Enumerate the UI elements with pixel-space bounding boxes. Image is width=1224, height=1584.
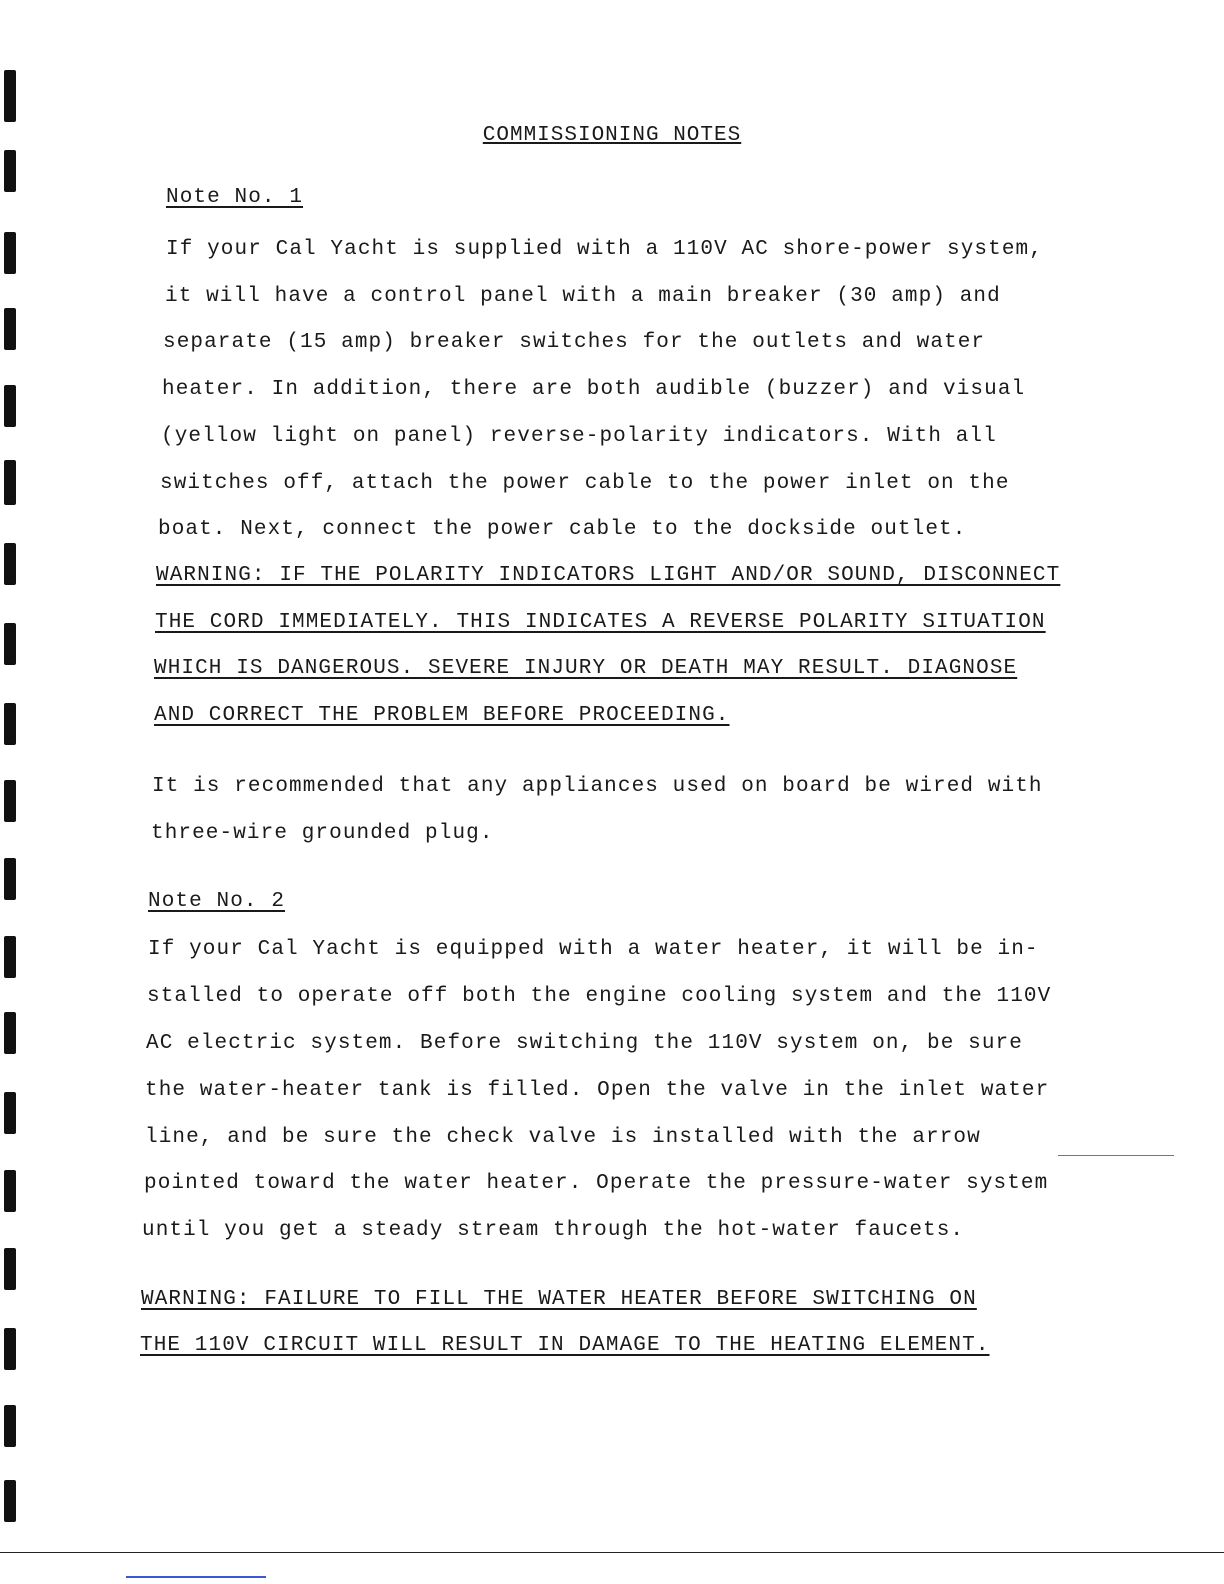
margin-rule xyxy=(1058,1155,1174,1156)
note2-warning-line: THE 110V CIRCUIT WILL RESULT IN DAMAGE TO THE HEATING ELEMENT. xyxy=(140,1334,990,1357)
margin-mark xyxy=(4,1480,16,1522)
margin-mark xyxy=(4,385,16,427)
margin-mark xyxy=(4,543,16,585)
margin-mark xyxy=(4,623,16,665)
note1-line: boat. Next, connect the power cable to the dockside outlet. xyxy=(158,518,967,541)
margin-mark xyxy=(4,1012,16,1054)
note1-line: (yellow light on panel) reverse-polarity indicators. With all xyxy=(161,425,997,448)
note1-line: If your Cal Yacht is supplied with a 110V AC shore-power system, xyxy=(166,238,1043,261)
note1-line: switches off, attach the power cable to the power inlet on the xyxy=(160,472,1010,495)
margin-mark xyxy=(4,232,16,274)
margin-mark xyxy=(4,936,16,978)
note1-heading: Note No. 1 xyxy=(166,186,304,209)
margin-mark xyxy=(4,858,16,900)
note1-recommend-line: three-wire grounded plug. xyxy=(151,822,494,845)
note2-line: stalled to operate off both the engine cooling system and the 110V xyxy=(147,985,1052,1008)
note2-line: line, and be sure the check valve is installed with the arrow xyxy=(145,1126,981,1149)
note1-warning-line: THE CORD IMMEDIATELY. THIS INDICATES A REVERSE POLARITY SITUATION xyxy=(155,611,1046,634)
margin-mark xyxy=(4,1248,16,1290)
note1-warning-line: WHICH IS DANGEROUS. SEVERE INJURY OR DEATH MAY RESULT. DIAGNOSE xyxy=(154,657,1018,680)
note1-line: heater. In addition, there are both audible (buzzer) and visual xyxy=(162,378,1026,401)
margin-mark xyxy=(4,1328,16,1370)
note2-warning-line: WARNING: FAILURE TO FILL THE WATER HEATER BEFORE SWITCHING ON xyxy=(141,1288,977,1311)
margin-mark xyxy=(4,703,16,745)
margin-mark xyxy=(4,1405,16,1447)
margin-mark xyxy=(4,780,16,822)
note2-line: If your Cal Yacht is equipped with a water heater, it will be in- xyxy=(148,938,1039,961)
note2-heading: Note No. 2 xyxy=(148,890,286,913)
note1-line: it will have a control panel with a main breaker (30 amp) and xyxy=(165,285,1001,308)
note2-line: the water-heater tank is filled. Open the valve in the inlet water xyxy=(145,1079,1050,1102)
blue-rule xyxy=(126,1576,266,1578)
note2-line: until you get a steady stream through the hot-water faucets. xyxy=(142,1219,965,1242)
margin-mark xyxy=(4,460,16,505)
note1-warning-line: WARNING: IF THE POLARITY INDICATORS LIGHT AND/OR SOUND, DISCONNECT xyxy=(156,564,1061,587)
margin-mark xyxy=(4,70,16,122)
margin-mark xyxy=(4,1170,16,1212)
binder-margin-marks xyxy=(4,60,22,1530)
note2-line: pointed toward the water heater. Operate the pressure-water system xyxy=(144,1172,1049,1195)
note1-recommend-line: It is recommended that any appliances used on board be wired with xyxy=(152,775,1043,798)
margin-mark xyxy=(4,150,16,192)
margin-mark xyxy=(4,308,16,350)
note2-line: AC electric system. Before switching the 110V system on, be sure xyxy=(146,1032,1023,1055)
page-bottom-rule xyxy=(0,1552,1224,1553)
page-title: COMMISSIONING NOTES xyxy=(482,124,742,147)
note1-line: separate (15 amp) breaker switches for the outlets and water xyxy=(163,331,986,354)
margin-mark xyxy=(4,1092,16,1134)
note1-warning-line: AND CORRECT THE PROBLEM BEFORE PROCEEDING. xyxy=(154,704,730,727)
